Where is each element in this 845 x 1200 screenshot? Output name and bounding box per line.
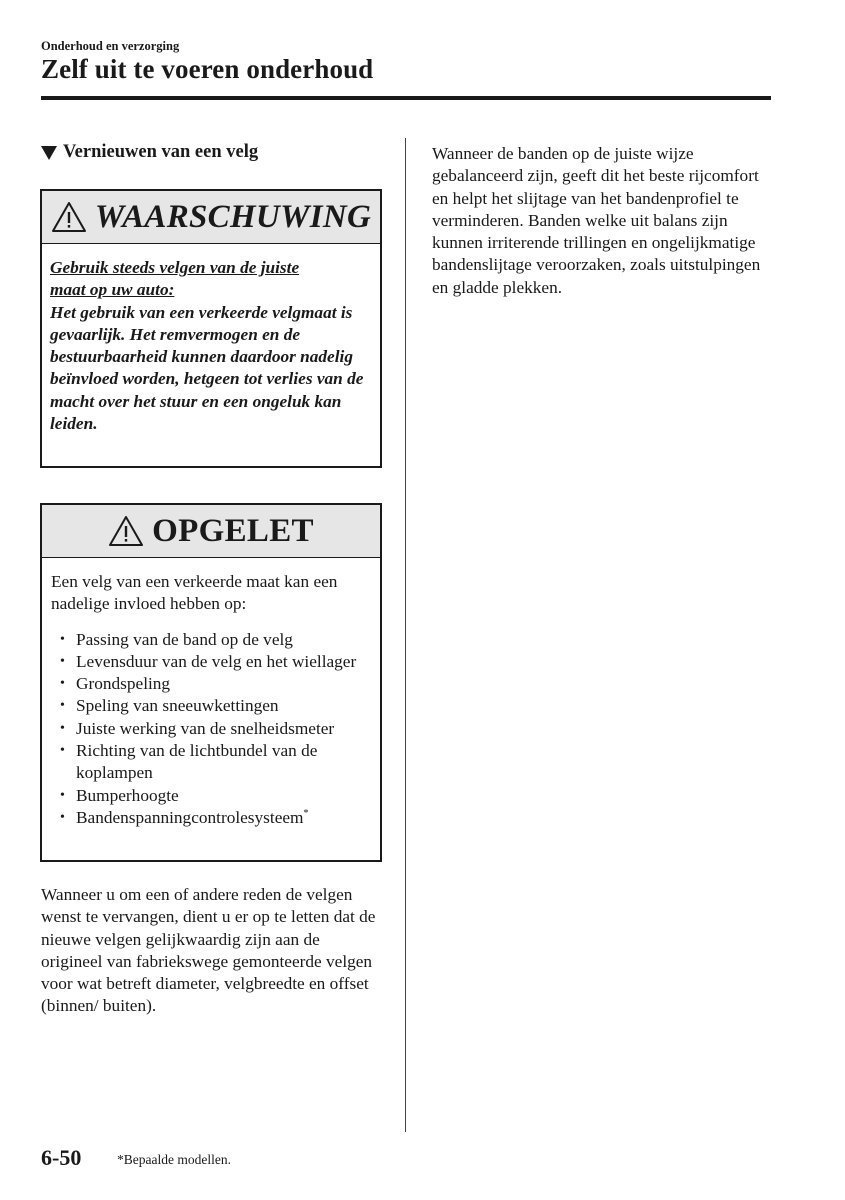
footnote: *Bepaalde modellen.: [117, 1152, 231, 1167]
caution-header: [42, 505, 380, 558]
warning-title: WAARSCHUWING: [94, 198, 372, 235]
column-divider: [405, 138, 406, 1132]
warning-lead-line2: maat op uw auto:: [50, 280, 175, 300]
triangle-down-icon: [41, 146, 57, 160]
page-number: 6-50: [41, 1145, 82, 1170]
list-item: • Grondspeling: [51, 673, 371, 695]
warning-lead-line1: Gebruik steeds velgen van de juiste: [50, 258, 300, 277]
subheading-text: Vernieuwen van een velg: [63, 142, 259, 162]
caution-list: [51, 629, 371, 830]
list-item: • Levensduur van de velg en het wiellager: [51, 651, 371, 673]
warning-triangle-icon: [51, 201, 87, 233]
right-paragraph: Wanneer de banden op de juiste wijze gebalanceerd zijn, geeft dit het beste rijcomfort en helpt het slijtage van het bandenprofiel te verminderen. Banden welke uit balans zijn kunnen irriterende trillingen en ongelijkmatige bandenslijtage veroorzaken, zoals uitstulpingen en gladde plekken.: [432, 144, 761, 297]
list-item: • Richting van de lichtbundel van de koplampen: [51, 740, 371, 785]
subheading: [41, 142, 258, 163]
title-rule: [41, 96, 771, 100]
warning-box: [40, 189, 382, 468]
warning-triangle-icon: [108, 515, 144, 547]
warning-text: Het gebruik van een verkeerde velgmaat is gevaarlijk. Het remvermogen en de bestuurbaarheid kunnen daardoor nadelig beïnvloed worden, hetgeen tot verlies van de macht over het stuur en een ongeluk kan leiden.: [50, 302, 364, 434]
left-paragraph: Wanneer u om een of andere reden de velgen wenst te vervangen, dient u er op te letten dat de nieuwe velgen gelijkwaardig zijn aan de origineel van fabriekswege gemonteerde velgen voor wat betreft diameter, velgbreedte en offset (binnen/ buiten).: [41, 885, 376, 1016]
warning-body: [42, 244, 380, 435]
footnote-marker: *: [303, 808, 309, 820]
caution-box: [40, 503, 382, 862]
caution-title: OPGELET: [152, 512, 314, 549]
section-label: Onderhoud en verzorging: [41, 39, 180, 53]
warning-header: [42, 191, 380, 244]
list-item: • Juiste werking van de snelheidsmeter: [51, 718, 371, 740]
caution-intro: Een velg van een verkeerde maat kan een nadelige invloed hebben op:: [51, 572, 338, 614]
list-item: • Bandenspanningcontrolesysteem*: [51, 807, 371, 829]
caution-body: [42, 558, 380, 829]
list-item: • Bumperhoogte: [51, 785, 371, 807]
list-item: • Speling van sneeuwkettingen: [51, 695, 371, 717]
page-title: Zelf uit te voeren onderhoud: [41, 54, 374, 84]
list-item: • Passing van de band op de velg: [51, 629, 371, 651]
